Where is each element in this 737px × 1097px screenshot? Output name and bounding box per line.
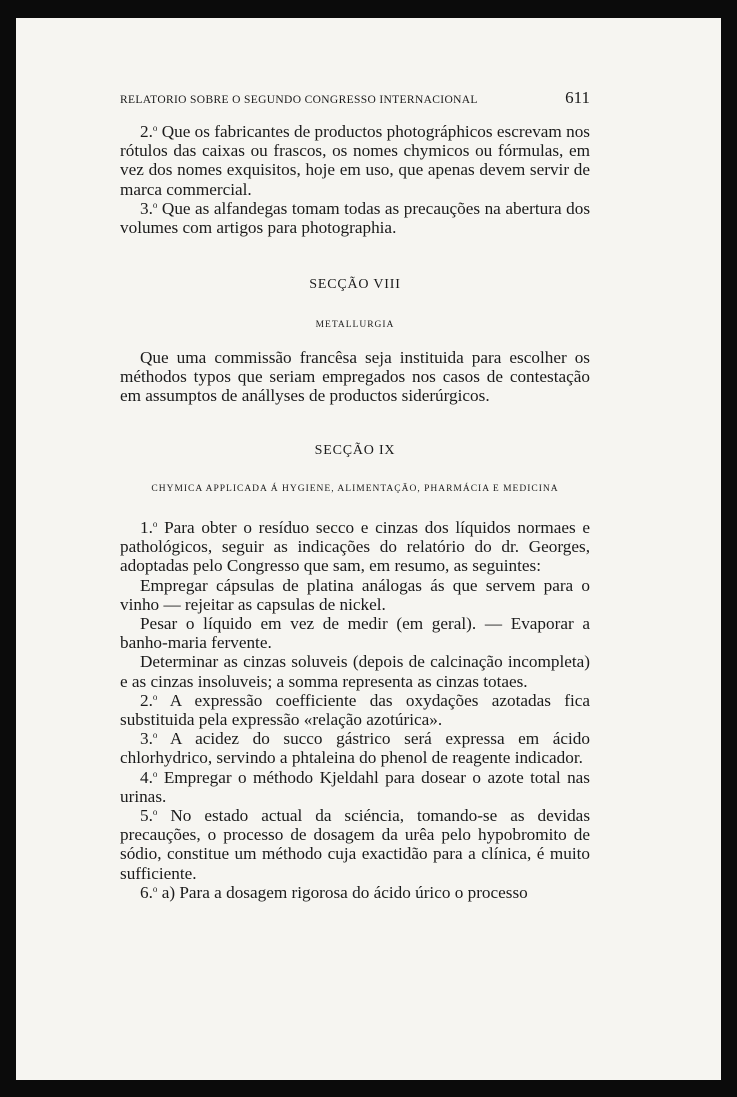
section-ix-title: SECÇÃO IX [314,443,396,458]
running-header [120,88,590,108]
section-ix-subtitle: CHYMICA APPLICADA Á HYGIENE, ALIMENTAÇÃO, PHARMÁCIA E MEDICINA [151,484,559,494]
book-page [16,18,721,1080]
section-ix-paragraph: 5.$^o$ No estado actual da sciéncia, tomando-se as devidas precauções, o processo de dosagem da urêa pelo hypobromito de sódio, constitue um méthodo cuja exactidão para a clínica, é muito sufficiente. [120,806,591,883]
section-ix-body [120,518,590,902]
section-ix-paragraph: 2.$^o$ A expressão coefficiente das oxydações azotadas fica substituida pela expressão «relação azotúrica». [120,690,590,730]
section-ix-paragraph: 3.$^o$ A acidez do succo gástrico será expressa em ácido chlorhydrico, servindo a phtaleina do phenol de reagente indicador. [120,729,590,768]
section-viii-body [120,348,590,406]
section-ix-paragraph: 6.$^o$ a) Para a dosagem rigorosa do ácido úrico o processo [140,882,528,902]
page-number: 611 [565,88,590,107]
paragraph-3: 3.$^o$ Que as alfandegas tomam todas as precauções na abertura dos volumes com artigos para photographia. [120,198,591,238]
paragraph-2: 2.$^o$ Que os fabricantes de productos photográphicos escrevam nos rótulos das caixas ou frascos, os nomes chymicos ou fórmulas, em vez dos nomes exquisitos, hoje em uso, que apenas devem servir de marca commercial. [120,122,590,199]
section-ix-paragraph: 1.$^o$ Para obter o resíduo secco e cinzas dos líquidos normaes e pathológicos, seguir as indicações do relatório do dr. Georges, adoptadas pelo Congresso que sam, em resumo, as seguintes: [120,518,590,576]
running-title: RELATORIO SOBRE O SEGUNDO CONGRESSO INTERNACIONAL [120,94,478,106]
section-ix-paragraph: Empregar cápsulas de platina análogas ás que servem para o vinho — rejeitar as capsulas de nickel. [120,575,590,614]
section-viii-subtitle: METALLURGIA [315,320,395,330]
section-ix-paragraph: Determinar as cinzas soluveis (depois de calcinação incompleta) e as cinzas insoluveis; a somma representa as cinzas totaes. [120,652,590,691]
opening-paragraphs [120,122,590,237]
section-viii-title: SECÇÃO VIII [309,277,401,292]
section-ix-paragraph: 4.$^o$ Empregar o méthodo Kjeldahl para dosear o azote total nas urinas. [120,767,590,806]
section-viii-paragraph: Que uma commissão francêsa seja instituida para escolher os méthodos typos que seriam empregados nos casos de contestação em assumptos de anállyses de productos siderúrgicos. [120,348,590,406]
section-ix-paragraph: Pesar o líquido em vez de medir (em geral). — Evaporar a banho-maria fervente. [120,614,590,653]
